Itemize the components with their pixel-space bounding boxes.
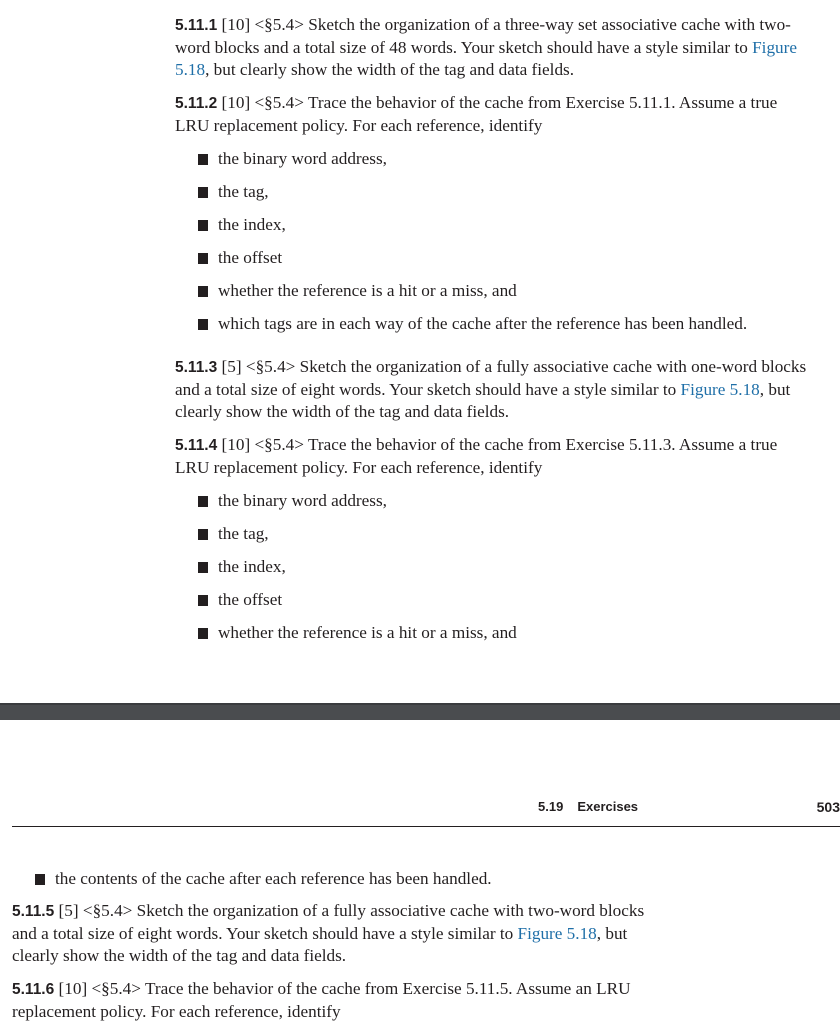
exercise-points: [5] — [58, 901, 79, 920]
list-item — [175, 523, 815, 556]
list-item — [175, 313, 815, 346]
list-item-text: the index, — [218, 215, 286, 234]
bottom-column — [12, 868, 652, 1034]
exercise-section: <§5.4> — [82, 901, 133, 920]
exercise-5-11-5 — [12, 900, 652, 967]
exercise-5-11-1 — [175, 14, 815, 81]
list-item — [175, 148, 815, 181]
exercise-text: Trace the behavior of the cache from Exercise 5.11.1. Assume a true LRU replacement policy. For each reference, identify — [175, 93, 778, 135]
exercise-points: [10] — [221, 93, 251, 112]
exercise-number: 5.11.5 — [12, 903, 55, 920]
exercise-section: <§5.4> — [254, 15, 304, 34]
exercise-section: <§5.4> — [91, 979, 141, 998]
square-bullet-icon — [198, 220, 208, 231]
list-item-text: the offset — [218, 248, 283, 267]
square-bullet-icon — [198, 562, 208, 573]
figure-link[interactable]: Figure 5.18 — [175, 38, 797, 79]
list-item — [175, 280, 815, 313]
list-item — [12, 868, 652, 890]
list-item-text: whether the reference is a hit or a miss, and — [218, 623, 517, 642]
list-item-text: the binary word address, — [218, 149, 387, 168]
square-bullet-icon — [198, 595, 208, 606]
figure-link[interactable]: Figure 5.18 — [680, 380, 760, 399]
exercise-points: [10] — [221, 15, 251, 34]
page-divider — [0, 703, 840, 720]
exercise-number: 5.11.3 — [175, 359, 218, 376]
square-bullet-icon — [198, 286, 208, 297]
page-number: 503 — [816, 799, 840, 815]
bottom-page — [0, 720, 840, 1024]
exercise-text-tail: , but clearly show the width of the tag and data fields. — [205, 60, 575, 79]
list-item-text: which tags are in each way of the cache after the reference has been handled. — [218, 314, 748, 333]
square-bullet-icon — [198, 319, 208, 330]
figure-link[interactable]: Figure 5.18 — [517, 924, 597, 943]
list-item — [175, 622, 815, 655]
exercise-section: <§5.4> — [254, 93, 304, 112]
list-item-text: the binary word address, — [218, 491, 387, 510]
exercise-text: Trace the behavior of the cache from Exercise 5.11.3. Assume a true LRU replacement policy. For each reference, identify — [175, 435, 778, 477]
square-bullet-icon — [198, 496, 208, 507]
list-item — [175, 556, 815, 589]
exercise-points: [10] — [221, 435, 251, 454]
list-item-text: the index, — [218, 557, 286, 576]
exercise-5-11-6 — [12, 978, 652, 1023]
square-bullet-icon — [198, 628, 208, 639]
list-item-text: the contents of the cache after each reference has been handled. — [55, 869, 492, 888]
section-number: 5.19 — [538, 799, 564, 814]
exercise-5-11-4 — [175, 434, 815, 479]
running-header — [12, 798, 840, 827]
exercise-number: 5.11.6 — [12, 981, 55, 998]
section-header — [538, 798, 638, 816]
list-item — [175, 589, 815, 622]
square-bullet-icon — [198, 253, 208, 264]
bullet-list-5-11-4 — [175, 490, 815, 655]
exercise-5-11-3 — [175, 356, 815, 423]
section-title: Exercises — [577, 799, 639, 814]
list-item — [175, 247, 815, 280]
exercise-points: [5] — [221, 357, 242, 376]
top-column — [175, 14, 815, 665]
list-item-text: the tag, — [218, 524, 269, 543]
square-bullet-icon — [35, 874, 45, 885]
exercise-5-11-2 — [175, 92, 815, 137]
square-bullet-icon — [198, 187, 208, 198]
list-item — [175, 214, 815, 247]
list-item-text: the tag, — [218, 182, 269, 201]
exercise-text: Sketch the organization of a fully associative cache with two-word blocks and a total size of eight words. Your sketch should have a style similar to — [12, 901, 645, 943]
exercise-section: <§5.4> — [245, 357, 296, 376]
exercise-text-tail: , but clearly show the width of the tag and data fields. — [175, 380, 791, 421]
exercise-text: Sketch the organization of a three-way set associative cache with two-word blocks and a total size of 48 words. Your sketch should have a style similar to — [175, 15, 791, 57]
exercise-number: 5.11.1 — [175, 17, 218, 34]
square-bullet-icon — [198, 154, 208, 165]
bullet-list-5-11-2 — [175, 148, 815, 346]
list-item — [175, 181, 815, 214]
square-bullet-icon — [198, 529, 208, 540]
exercise-text-tail: , but clearly show the width of the tag and data fields. — [12, 924, 628, 965]
exercise-number: 5.11.4 — [175, 437, 218, 454]
exercise-points: [10] — [58, 979, 88, 998]
exercise-text: Trace the behavior of the cache from Exercise 5.11.5. Assume an LRU replacement policy. For each reference, identify — [12, 979, 631, 1021]
list-item-text: whether the reference is a hit or a miss, and — [218, 281, 517, 300]
list-item-text: the offset — [218, 590, 283, 609]
exercise-number: 5.11.2 — [175, 95, 218, 112]
exercise-text: Sketch the organization of a fully associative cache with one-word blocks and a total size of eight words. Your sketch should have a style similar to — [175, 357, 807, 399]
exercise-section: <§5.4> — [254, 435, 304, 454]
list-item — [175, 490, 815, 523]
